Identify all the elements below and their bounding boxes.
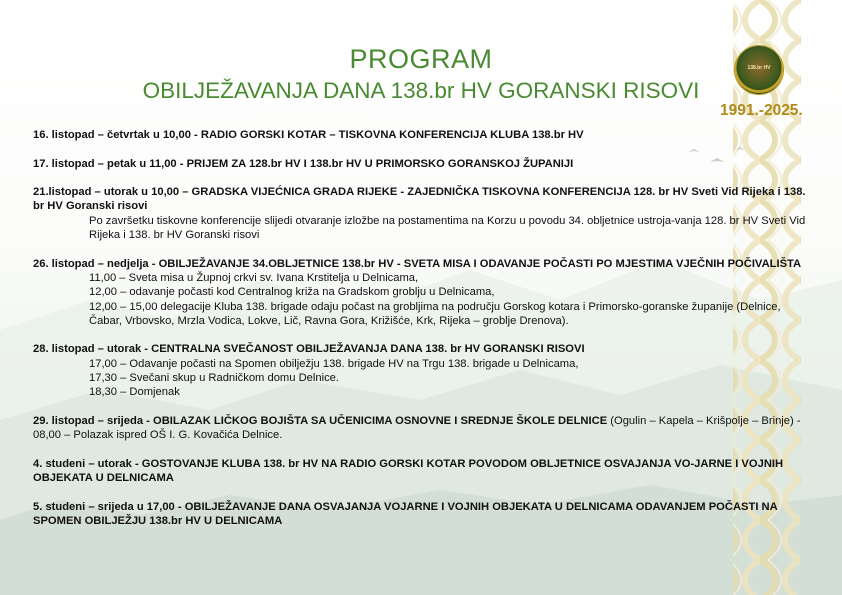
- program-item-heading: 29. listopad – srijeda - OBILAZAK LIČKOG BOJIŠTA SA UČENICIMA OSNOVNE I SREDNJE ŠKOLE DELNICE (Ogulin – Kapela – Krišpolje – Brinje) - 08,00 – Polazak ispred OŠ I. G. Kovačića Delnice.: [33, 414, 801, 442]
- program-item-detail: 12,00 – 15,00 delegacije Kluba 138. brigade odaju počast na grobljima na području Gorskog kotara i Primorsko-goranske županije (Delnice, Čabar, Vrbovsko, Mrzla Vodica, Lokve, Lič, Ravna Gora, Križišće, Krk, Rijeka – groblje Drenova).: [89, 300, 781, 327]
- program-item: [33, 157, 808, 171]
- program-item: [33, 342, 808, 399]
- page-subtitle: OBILJEŽAVANJA DANA 138.br HV GORANSKI RISOVI: [142, 78, 700, 103]
- program-item-detail: 12,00 – odavanje počasti kod Centralnog križa na Gradskom groblju u Delnicama,: [89, 286, 495, 299]
- program-item-detail: 11,00 – Sveta misa u Župnoj crkvi sv. Ivana Krstitelja u Delnicama,: [89, 271, 419, 284]
- years-label: 1991.-2025.: [720, 102, 803, 119]
- program-item-heading: 21.listopad – utorak u 10,00 – GRADSKA VIJEĆNICA GRADA RIJEKE - ZAJEDNIČKA TISKOVNA KONFERENCIJA 128. br HV Sveti Vid Rijeka i 138. br HV Goranski risovi: [33, 186, 806, 213]
- program-list: [33, 128, 808, 543]
- program-item: [33, 500, 808, 529]
- page-title: PROGRAM: [349, 44, 493, 74]
- program-item: [33, 457, 808, 486]
- program-item: [33, 128, 808, 142]
- program-item-note: (Ogulin – Kapela – Krišpolje – Brinje) - 08,00 – Polazak ispred OŠ I. G. Kovačića Delnice.: [33, 414, 801, 442]
- unit-emblem: [735, 46, 783, 94]
- program-item-heading: 26. listopad – nedjelja - OBILJEŽAVANJE 34.OBLJETNICE 138.br HV - SVETA MISA I ODAVANJE POČASTI PO MJESTIMA VJEČNIH POČIVALIŠTA: [33, 257, 802, 270]
- program-item-detail: Po završetku tiskovne konferencije slijedi otvaranje izložbe na postamentima na Korzu u povodu 34. obljetnice ustroja-vanja 128. br HV Sveti Vid Rijeka i 138. br HV Goranski risovi: [89, 214, 806, 242]
- program-item-heading: 5. studeni – srijeda u 17,00 - OBILJEŽAVANJE DANA OSVAJANJA VOJARNE I VOJNIH OBJEKATA U DELNICAMA ODAVANJEM POČASTI NA SPOMEN OBILJEŽJU 138.br HV U DELNICAMA: [33, 500, 778, 528]
- emblem-text: 138.br HV: [747, 65, 771, 71]
- program-item: [33, 257, 808, 328]
- program-item: [33, 414, 808, 443]
- program-item-heading: 16. listopad – četvrtak u 10,00 - RADIO GORSKI KOTAR – TISKOVNA KONFERENCIJA KLUBA 138.br HV: [33, 129, 584, 141]
- program-item-detail: 17,30 – Svečani skup u Radničkom domu Delnice.: [89, 372, 339, 385]
- program-item-heading: 4. studeni – utorak - GOSTOVANJE KLUBA 138. br HV NA RADIO GORSKI KOTAR POVODOM OBLJETNICE OSVAJANJA VO-JARNE I VOJNIH OBJEKATA U DELNICAMA: [33, 457, 784, 485]
- program-item-heading: 28. listopad – utorak - CENTRALNA SVEČANOST OBILJEŽAVANJA DANA 138. br HV GORANSKI RISOVI: [33, 343, 585, 356]
- program-item-detail: 17,00 – Odavanje počasti na Spomen obilježju 138. brigade HV na Trgu 138. brigade u Delnicama,: [89, 357, 579, 370]
- program-item-heading: 17. listopad – petak u 11,00 - PRIJEM ZA 128.br HV I 138.br HV U PRIMORSKO GORANSKOJ ŽUPANIJI: [33, 157, 574, 170]
- program-item: [33, 185, 808, 242]
- program-item-detail: 18,30 – Domjenak: [89, 386, 180, 399]
